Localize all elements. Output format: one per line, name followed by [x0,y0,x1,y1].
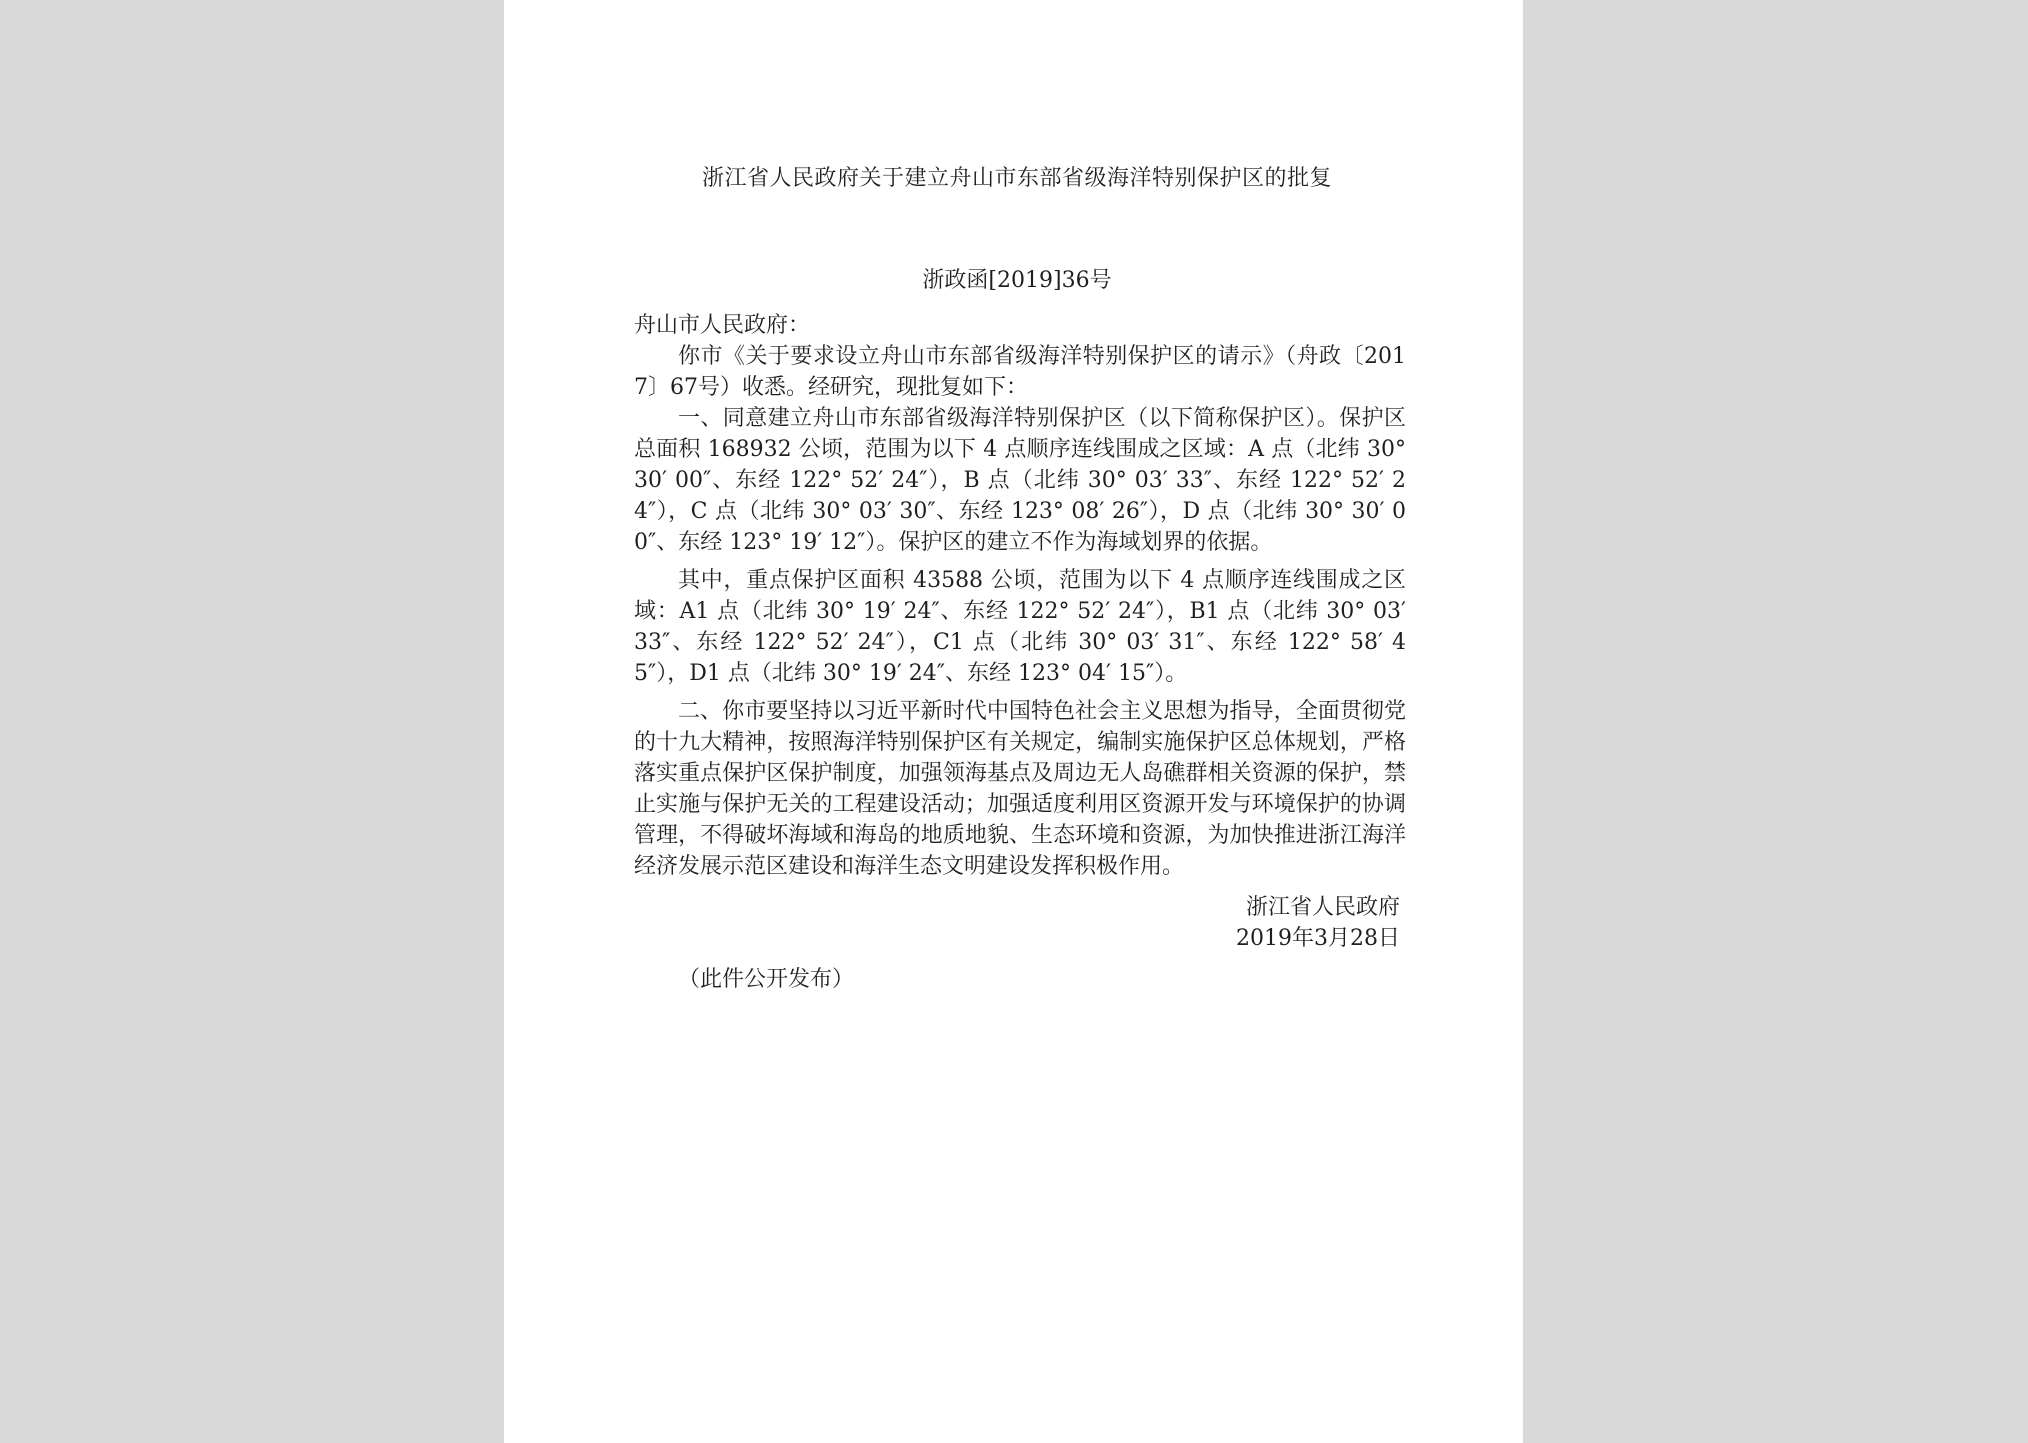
document-title: 浙江省人民政府关于建立舟山市东部省级海洋特别保护区的批复 [701,166,1332,191]
paragraph-key-zone: 其中，重点保护区面积 43588 公顷，范围为以下 4 点顺序连线围成之区域：A1 点（北纬 30° 19′ 24″、东经 122° 52′ 24″），B1 点（北纬 30° 03′ 33″、东经 122° 52′ 24″），C1 点（北纬 30° 03′ 31″、东经 122° 58′ 45″），D1 点（北纬 30° 19′ 24″、东经 123° 04′ 15″）。 [634,568,1406,686]
paragraph-approval-one: 一、同意建立舟山市东部省级海洋特别保护区（以下简称保护区）。保护区总面积 168932 公顷，范围为以下 4 点顺序连线围成之区域：A 点（北纬 30° 30′ 00″、东经 122° 52′ 24″），B 点（北纬 30° 03′ 33″、东经 122° 52′ 24″），C 点（北纬 30° 03′ 30″、东经 123° 08′ 26″），D 点（北纬 30° 30′ 00″、东经 123° 19′ 12″）。保护区的建立不作为海域划界的依据。 [634,406,1406,555]
public-release-note: （此件公开发布） [678,967,855,992]
document-number: 浙政函[2019]36号 [922,268,1112,293]
paragraph-approval-two: 二、你市要坚持以习近平新时代中国特色社会主义思想为指导，全面贯彻党的十九大精神，按照海洋特别保护区有关规定，编制实施保护区总体规划，严格落实重点保护区保护制度，加强领海基点及周边无人岛礁群相关资源的保护，禁止实施与保护无关的工程建设活动；加强适度利用区资源开发与环境保护的协调管理，不得破坏海域和海岛的地质地貌、生态环境和资源，为加快推进浙江海洋经济发展示范区建设和海洋生态文明建设发挥积极作用。 [634,699,1406,879]
addressee: 舟山市人民政府： [634,313,811,338]
issue-date: 2019年3月28日 [1236,926,1400,951]
issuer-name: 浙江省人民政府 [1245,895,1400,920]
paragraph-intro: 你市《关于要求设立舟山市东部省级海洋特别保护区的请示》（舟政〔2017〕67号）收悉。经研究，现批复如下： [634,344,1406,400]
signature-block [628,892,1406,954]
document-page [504,0,1523,1443]
document-content [628,162,1406,995]
